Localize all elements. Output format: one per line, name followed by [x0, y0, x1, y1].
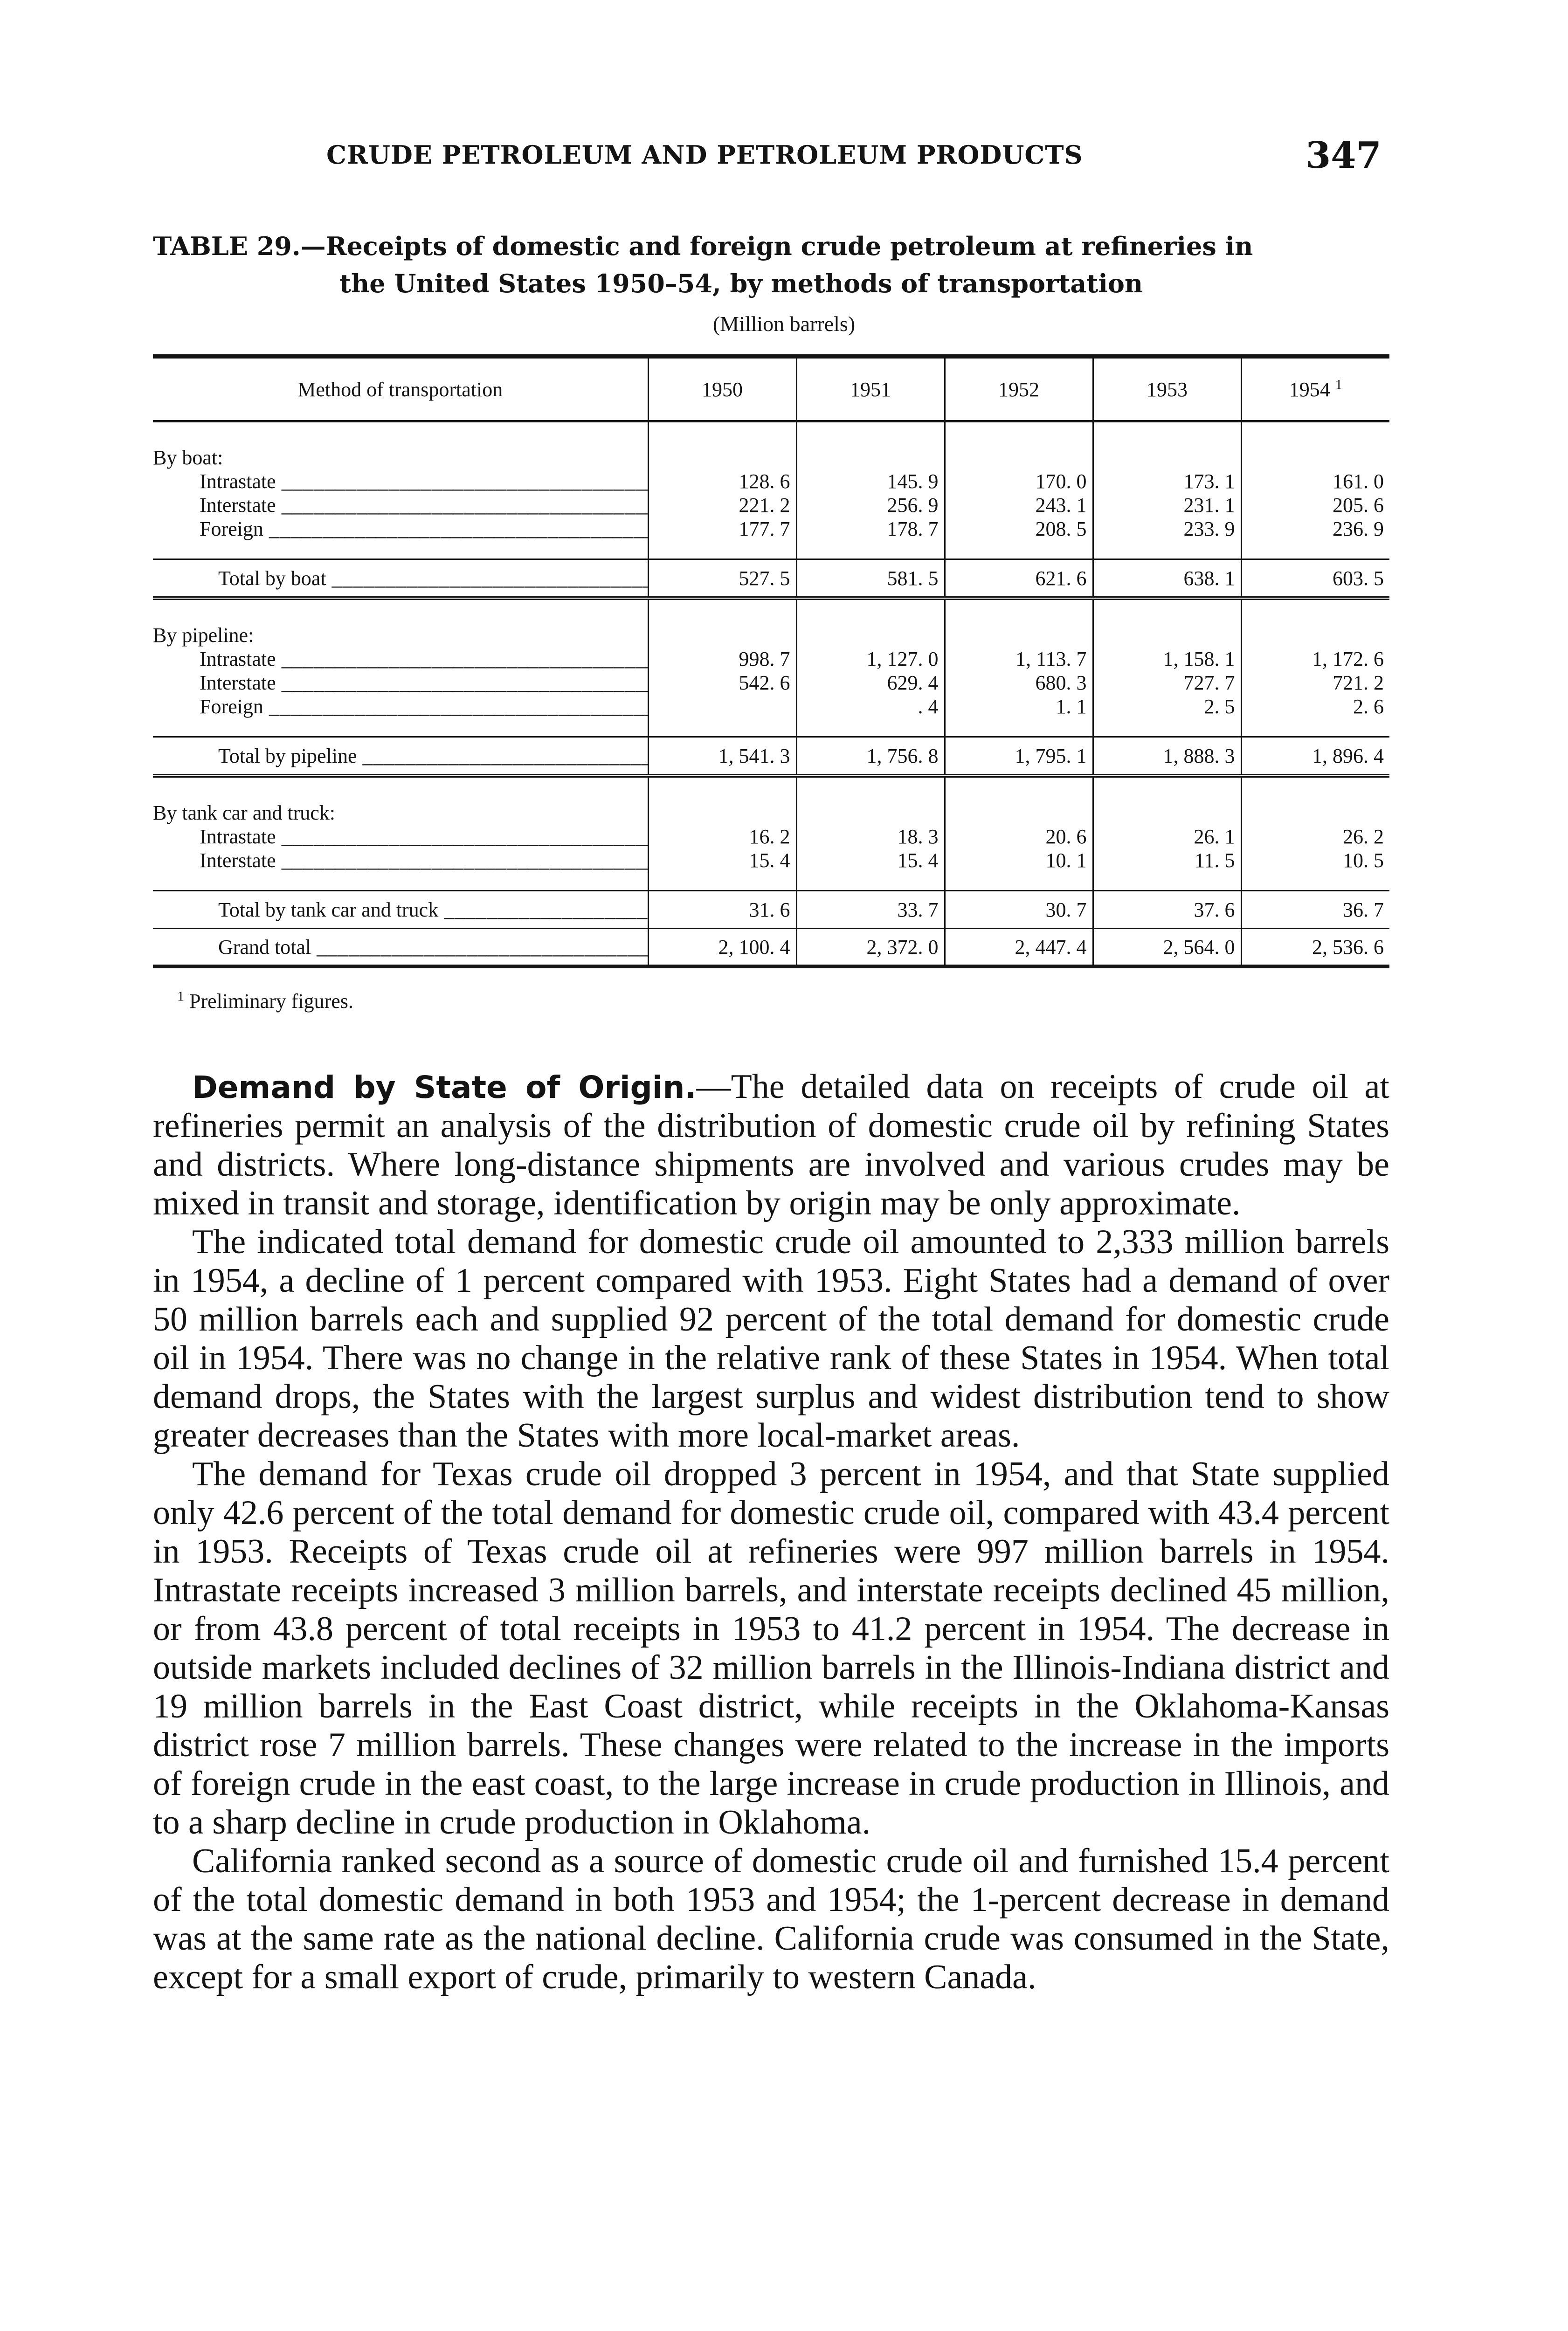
row-label: Foreign _____ [200, 517, 648, 540]
receipts-table [153, 354, 1389, 968]
cell-value: 161. 0 [1241, 469, 1389, 493]
column-header-1954-label: 1954 [1289, 378, 1330, 401]
footnote-marker: 1 [177, 988, 184, 1004]
cell-value: 10. 1 [945, 848, 1093, 872]
cell-value: 243. 1 [945, 493, 1093, 517]
row-label: Foreign _____ [200, 695, 648, 718]
row-label: Interstate _____ [200, 671, 648, 694]
table-row [153, 695, 1389, 718]
cell-value: 2. 5 [1093, 695, 1241, 718]
group-label: By boat: [153, 446, 223, 469]
cell-value: 11. 5 [1093, 848, 1241, 872]
total-row-boat [153, 559, 1389, 599]
cell-value: 208. 5 [945, 517, 1093, 541]
cell-value: 170. 0 [945, 469, 1093, 493]
total-value: 30. 7 [945, 891, 1093, 929]
total-row-pipeline [153, 737, 1389, 776]
cell-value: 1, 158. 1 [1093, 647, 1241, 671]
grand-total-value: 2, 564. 0 [1093, 929, 1241, 967]
table-caption [153, 228, 1393, 302]
column-header-method: Method of transportation [153, 357, 648, 421]
group-row-boat [153, 421, 1389, 470]
table-row [153, 469, 1389, 493]
cell-value: 26. 1 [1093, 825, 1241, 848]
cell-value: 721. 2 [1241, 671, 1389, 695]
total-value: 1, 888. 3 [1093, 737, 1241, 776]
cell-value: 629. 4 [796, 671, 945, 695]
cell-value: 231. 1 [1093, 493, 1241, 517]
table-header-row [153, 357, 1389, 421]
grand-total-value: 2, 447. 4 [945, 929, 1093, 967]
total-value: 581. 5 [796, 559, 945, 599]
column-header-1953: 1953 [1093, 357, 1241, 421]
cell-value: 1. 1 [945, 695, 1093, 718]
paragraph-text: —The detailed data on receipts of crude oil at refineries permit an analysis of the distribution of domestic crude oil by refining States and districts. Where long-distance shipments are involved and various crudes may be mixed in transit and storage, identification by origin may be only approximate. [153, 1068, 1389, 1222]
cell-value [648, 695, 796, 718]
grand-total-value: 2, 536. 6 [1241, 929, 1389, 967]
row-label: Intrastate _____ [200, 470, 648, 493]
cell-value: 221. 2 [648, 493, 796, 517]
total-value: 1, 795. 1 [945, 737, 1093, 776]
group-row-tank-car-truck [153, 776, 1389, 825]
column-header-1954 [1241, 357, 1389, 421]
grand-total-value: 2, 372. 0 [796, 929, 945, 967]
cell-value: 15. 4 [796, 848, 945, 872]
cell-value: 205. 6 [1241, 493, 1389, 517]
total-value: 527. 5 [648, 559, 796, 599]
column-header-1952: 1952 [945, 357, 1093, 421]
total-label: Total by boat _____ [218, 567, 648, 590]
total-value: 31. 6 [648, 891, 796, 929]
table-row [153, 848, 1389, 872]
group-row-pipeline [153, 598, 1389, 647]
paragraph: The demand for Texas crude oil dropped 3 percent in 1954, and that State supplied only 42.6 percent of the total demand for domestic crude oil, compared with 43.4 percent in 1953. Receipts of Texas crude oil at refineries were 997 million barrels in 1954. Intrastate receipts increased 3 million barrels, and interstate receipts declined 45 million, or from 43.8 percent of total receipts in 1953 to 41.2 percent in 1954. The decrease in outside markets included declines of 32 million barrels in the Illinois-Indiana district and 19 million barrels in the East Coast district, while receipts in the Oklahoma-Kansas district rose 7 million barrels. These changes were related to the increase in the imports of foreign crude in the east coast, to the large increase in crude production in Illinois, and to a sharp decline in crude production in Oklahoma. [153, 1455, 1389, 1841]
grand-total-value: 2, 100. 4 [648, 929, 796, 967]
row-label: Intrastate _____ [200, 825, 648, 848]
cell-value: 2. 6 [1241, 695, 1389, 718]
total-label: Total by tank car and truck _____ [218, 898, 648, 921]
total-value: 37. 6 [1093, 891, 1241, 929]
table-row [153, 825, 1389, 848]
table-row [153, 647, 1389, 671]
body-text [153, 1068, 1389, 1997]
cell-value: . 4 [796, 695, 945, 718]
column-header-1951: 1951 [796, 357, 945, 421]
cell-value: 727. 7 [1093, 671, 1241, 695]
cell-value: 178. 7 [796, 517, 945, 541]
running-head: CRUDE PETROLEUM AND PETROLEUM PRODUCTS [326, 140, 1083, 170]
cell-value: 1, 127. 0 [796, 647, 945, 671]
paragraph: California ranked second as a source of domestic crude oil and furnished 15.4 percent of the total domestic demand in both 1953 and 1954; the 1-percent decrease in demand was at the same rate as the national decline. California crude was consumed in the State, except for a small export of crude, primarily to western Canada. [153, 1842, 1389, 1996]
table-row [153, 671, 1389, 695]
page-number: 347 [1306, 134, 1381, 177]
cell-value: 15. 4 [648, 848, 796, 872]
cell-value: 128. 6 [648, 469, 796, 493]
total-value: 1, 541. 3 [648, 737, 796, 776]
table-row [153, 517, 1389, 541]
cell-value: 18. 3 [796, 825, 945, 848]
table-units: (Million barrels) [712, 312, 856, 336]
total-row-tank-car-truck [153, 891, 1389, 929]
receipts-table-wrapper [153, 354, 1389, 968]
row-label: Interstate _____ [200, 494, 648, 517]
cell-value: 680. 3 [945, 671, 1093, 695]
cell-value: 1, 113. 7 [945, 647, 1093, 671]
table-row [153, 493, 1389, 517]
column-header-1950: 1950 [648, 357, 796, 421]
total-value: 1, 756. 8 [796, 737, 945, 776]
table-caption-line-2: the United States 1950–54, by methods of transportation [339, 269, 1143, 298]
total-value: 36. 7 [1241, 891, 1389, 929]
row-label: Interstate _____ [200, 849, 648, 872]
total-value: 1, 896. 4 [1241, 737, 1389, 776]
total-value: 638. 1 [1093, 559, 1241, 599]
total-value: 33. 7 [796, 891, 945, 929]
cell-value: 177. 7 [648, 517, 796, 541]
total-label: Total by pipeline _____ [218, 745, 648, 767]
footnote-text: Preliminary figures. [189, 990, 353, 1013]
row-label: Intrastate _____ [200, 648, 648, 670]
cell-value: 233. 9 [1093, 517, 1241, 541]
cell-value: 998. 7 [648, 647, 796, 671]
grand-total-label: Grand total _____ [218, 936, 648, 959]
cell-value: 236. 9 [1241, 517, 1389, 541]
cell-value: 26. 2 [1241, 825, 1389, 848]
cell-value: 20. 6 [945, 825, 1093, 848]
footnote-marker: 1 [1335, 376, 1342, 392]
cell-value: 16. 2 [648, 825, 796, 848]
paragraph [153, 1068, 1389, 1223]
cell-value: 173. 1 [1093, 469, 1241, 493]
group-label: By pipeline: [153, 624, 254, 647]
cell-value: 256. 9 [796, 493, 945, 517]
table-caption-line-1: TABLE 29.—Receipts of domestic and foreign crude petroleum at refineries in [153, 231, 1253, 261]
section-run-in-heading: Demand by State of Origin. [192, 1069, 697, 1105]
cell-value: 542. 6 [648, 671, 796, 695]
cell-value: 145. 9 [796, 469, 945, 493]
grand-total-row [153, 929, 1389, 967]
group-label: By tank car and truck: [153, 801, 335, 824]
total-value: 621. 6 [945, 559, 1093, 599]
cell-value: 1, 172. 6 [1241, 647, 1389, 671]
table-footnote [177, 989, 353, 1013]
paragraph: The indicated total demand for domestic crude oil amounted to 2,333 million barrels in 1954, a decline of 1 percent compared with 1953. Eight States had a demand of over 50 million barrels each and supplied 92 percent of the total demand for domestic crude oil in 1954. There was no change in the relative rank of these States in 1954. When total demand drops, the States with the largest surplus and widest distribution tend to show greater decreases than the States with more local-market areas. [153, 1223, 1389, 1455]
cell-value: 10. 5 [1241, 848, 1389, 872]
total-value: 603. 5 [1241, 559, 1389, 599]
